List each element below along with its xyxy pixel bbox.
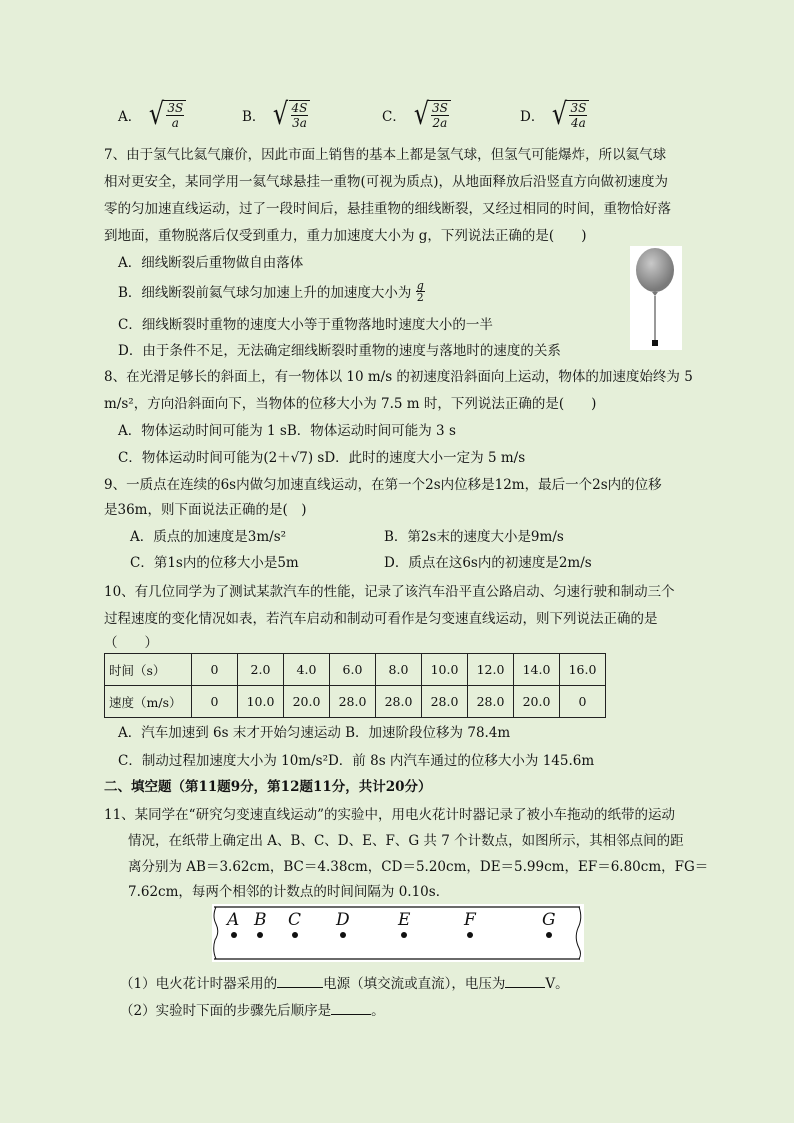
tape-label-d: D: [336, 910, 350, 930]
q9-option-b: B．第2s末的速度大小是9m/s: [384, 529, 564, 545]
q8-options-ab: A．物体运动时间可能为 1 sB．物体运动时间可能为 3 s: [118, 423, 456, 439]
table-header-time: 时间（s）: [105, 654, 192, 686]
table-cell: 28.0: [422, 686, 468, 718]
table-cell: 6.0: [330, 654, 376, 686]
q7-option-c: C．细线断裂时重物的速度大小等于重物落地时速度大小的一半: [118, 317, 493, 333]
table-cell: 28.0: [468, 686, 514, 718]
table-cell: 28.0: [376, 686, 422, 718]
q11-line-1: 11、某同学在“研究匀变速直线运动”的实验中，用电火花计时器记录了被小车拖动的纸带的运动: [104, 807, 675, 823]
table-cell: 0: [560, 686, 606, 718]
q6-option-d: D． √ $\frac{3S}{4a}$: [520, 100, 589, 130]
table-cell: 10.0: [238, 686, 284, 718]
q11-line-3: 离分别为 AB＝3.62cm，BC＝4.38cm，CD＝5.20cm，DE＝5.99cm，EF＝6.80cm，FG＝: [128, 859, 709, 875]
q9-option-d: D．质点在这6s内的初速度是2m/s: [384, 555, 592, 571]
q10-line-2: 过程速度的变化情况如表，若汽车启动和制动可看作是匀变速直线运动，则下列说法正确的是: [104, 611, 658, 627]
speed-time-table: [104, 653, 606, 718]
table-cell: 0: [192, 686, 238, 718]
answer-blank-order[interactable]: [331, 1000, 371, 1015]
tape-label-f: F: [464, 910, 476, 930]
answer-blank-voltage[interactable]: [505, 973, 545, 988]
table-cell: 14.0: [514, 654, 560, 686]
q11-line-4: 7.62cm，每两个相邻的计数点的时间间隔为 0.10s．: [128, 884, 450, 900]
q7-line-2: 相对更安全，某同学用一氦气球悬挂一重物(可视为质点)，从地面释放后沿竖直方向做初速度为: [104, 174, 669, 190]
q8-line-2: m/s²，方向沿斜面向下，当物体的位移大小为 7.5 m 时，下列说法正确的是( ): [104, 396, 597, 412]
q6-option-c: C． √ $\frac{3S}{2a}$: [382, 100, 451, 130]
balloon-figure: [630, 246, 682, 350]
table-cell: 8.0: [376, 654, 422, 686]
table-cell: 20.0: [514, 686, 560, 718]
q8-line-1: 8、在光滑足够长的斜面上，有一物体以 10 m/s 的初速度沿斜面向上运动，物体的加速度始终为 5: [104, 369, 693, 385]
q6-option-b: B． √ $\frac{4S}{3a}$: [242, 100, 310, 130]
q9-line-1: 9、一质点在连续的6s内做匀加速直线运动，在第一个2s内位移是12m，最后一个2s内的位移: [104, 477, 662, 493]
table-cell: 20.0: [284, 686, 330, 718]
tape-label-a: A: [227, 910, 240, 930]
q7-option-a: A．细线断裂后重物做自由落体: [118, 255, 304, 271]
q8-options-cd: C．物体运动时间可能为(2＋√7) sD．此时的速度大小一定为 5 m/s: [118, 450, 526, 466]
tape-label-c: C: [288, 910, 302, 930]
table-cell: 16.0: [560, 654, 606, 686]
tape-label-b: B: [254, 910, 267, 930]
tape-label-e: E: [398, 910, 411, 930]
table-row: [105, 654, 606, 686]
q6-option-a: A． √ $\frac{3S}{a}$: [118, 100, 186, 130]
q10-line-3: （ ）: [104, 635, 158, 651]
q7-line-3: 零的匀加速直线运动，过了一段时间后，悬挂重物的细线断裂，又经过相同的时间，重物恰好落: [104, 201, 671, 217]
table-cell: 4.0: [284, 654, 330, 686]
q7-line-1: 7、由于氢气比氦气廉价，因此市面上销售的基本上都是氢气球，但氢气可能爆炸，所以氦气球: [104, 147, 667, 163]
q7-option-d: D．由于条件不足，无法确定细线断裂时重物的速度与落地时的速度的关系: [118, 343, 561, 359]
table-cell: 0: [192, 654, 238, 686]
section-heading: 二、填空题（第11题9分，第12题11分，共计20分）: [104, 779, 432, 795]
answer-blank-power[interactable]: [277, 973, 323, 988]
q9-option-a: A．质点的加速度是3m/s²: [130, 529, 287, 545]
table-row: [105, 686, 606, 718]
tape-label-g: G: [542, 910, 556, 930]
q7-line-4: 到地面，重物脱落后仅受到重力，重力加速度大小为 g，下列说法正确的是( ): [104, 228, 587, 244]
table-cell: 12.0: [468, 654, 514, 686]
q9-option-c: C．第1s内的位移大小是5m: [130, 555, 299, 571]
q10-options-cd: C．制动过程加速度大小为 10m/s²D．前 8s 内汽车通过的位移大小为 145.6m: [118, 753, 595, 769]
table-header-speed: 速度（m/s）: [105, 686, 192, 718]
q9-line-2: 是36m，则下面说法正确的是( ): [104, 502, 307, 518]
q7-option-b: B．细线断裂前氦气球匀加速上升的加速度大小为 $\frac{g}{2}$: [118, 279, 424, 304]
q11-line-2: 情况，在纸带上确定出 A、B、C、D、E、F、G 共 7 个计数点，如图所示，其相邻点间的距: [128, 833, 684, 849]
paper-tape-figure: [212, 904, 584, 962]
table-cell: 10.0: [422, 654, 468, 686]
q11-sub-1: （1）电火花计时器采用的 电源（填交流或直流），电压为 V。: [120, 973, 569, 994]
q10-options-ab: A．汽车加速到 6s 末才开始匀速运动 B．加速阶段位移为 78.4m: [118, 725, 511, 741]
q10-line-1: 10、有几位同学为了测试某款汽车的性能，记录了该汽车沿平直公路启动、匀速行驶和制动三个: [104, 584, 675, 600]
q11-sub-2: （2）实验时下面的步骤先后顺序是 。: [120, 1000, 385, 1021]
table-cell: 2.0: [238, 654, 284, 686]
table-cell: 28.0: [330, 686, 376, 718]
